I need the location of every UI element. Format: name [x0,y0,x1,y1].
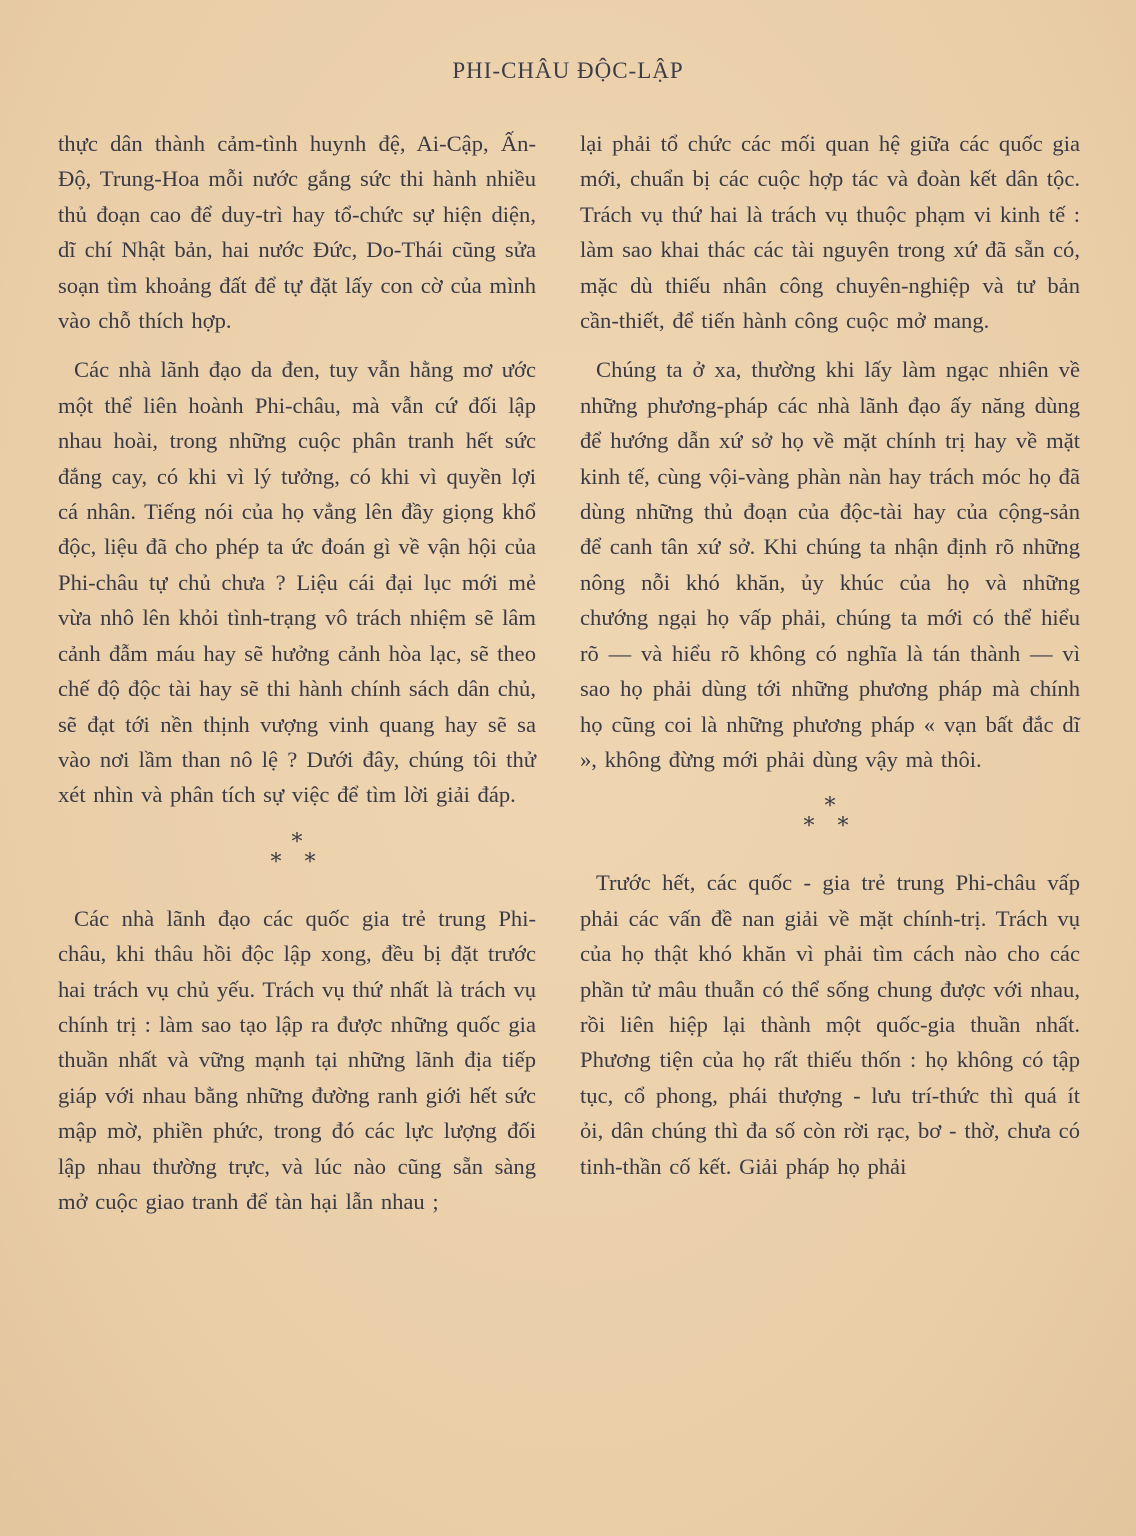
paragraph: Chúng ta ở xa, thường khi lấy làm ngạc nhiên về những phương-pháp các nhà lãnh đạo ấy năng dùng để hướng dẫn xứ sở họ về mặt chính trị hay về mặt kinh tế, cùng vội-vàng phàn nàn hay trách móc họ đã dùng những thủ đoạn của độc-tài hay của cộng-sản để canh tân xứ sở. Khi chúng ta nhận định rõ những nông nỗi khó khăn, ủy khúc của họ và những chướng ngại họ vấp phải, chúng ta mới có thể hiểu rõ — và hiểu rõ không có nghĩa là tán thành — vì sao họ phải dùng tới những phương pháp mà chính họ cũng coi là những phương pháp « vạn bất đắc dĩ », không đừng mới phải dùng vậy mà thôi. [580,357,1080,772]
paragraph: thực dân thành cảm-tình huynh đệ, Ai-Cập, Ấn-Độ, Trung-Hoa mỗi nước gắng sức thi hành nhiều thủ đoạn cao để duy-trì hay tổ-chức sự hiện diện, dĩ chí Nhật bản, hai nước Đức, Do-Thái cũng sửa soạn tìm khoảng đất để tự đặt lấy con cờ của mình vào chỗ thích hợp. [58,131,536,334]
separator-stars: * * [803,814,857,840]
right-column [580,126,1080,1184]
paragraph: lại phải tổ chức các mối quan hệ giữa các quốc gia mới, chuẩn bị các cuộc hợp tác và đoàn kết dân tộc. Trách vụ thứ hai là trách vụ thuộc phạm vi kinh tế : làm sao khai thác các tài nguyên trong xứ đã sẵn có, mặc dù thiếu nhân công chuyên-nghiệp và tư bản cần-thiết, để tiến hành công cuộc mở mang. [580,131,1080,334]
paragraph: Các nhà lãnh đạo các quốc gia trẻ trung Phi-châu, khi thâu hồi độc lập xong, đều bị đặt trước hai trách vụ chủ yếu. Trách vụ thứ nhất là trách vụ chính trị : làm sao tạo lập ra được những quốc gia thuần nhất và vững mạnh tại những lãnh địa tiếp giáp với nhau bằng những đường ranh giới hết sức mập mờ, phiền phức, trong đó các lực lượng đối lập nhau thường trực, và lúc nào cũng sẵn sàng mở cuộc giao tranh để tàn hại lẫn nhau ; [58,905,536,1214]
running-header: PHI-CHÂU ĐỘC-LẬP [452,58,684,83]
paragraph-gap [58,338,536,352]
separator-star: * [291,829,303,855]
section-separator [58,829,536,875]
paragraph: Các nhà lãnh đạo da đen, tuy vẫn hằng mơ ước một thể liên hoành Phi-châu, mà vẫn cứ đối lập nhau hoài, trong những cuộc phân tranh hết sức đắng cay, có khi vì lý tưởng, có khi vì quyền lợi cá nhân. Tiếng nói của họ vẳng lên đầy giọng khổ độc, liệu đã cho phép ta ức đoán gì về vận hội của Phi-châu tự chủ chưa ? Liệu cái đại lục mới mẻ vừa nhô lên khỏi tình-trạng vô trách nhiệm sẽ lâm cảnh đẫm máu hay sẽ hưởng cảnh hòa lạc, sẽ theo chế độ độc tài hay sẽ thi hành chính sách dân chủ, sẽ đạt tới nền thịnh vượng vinh quang hay sẽ sa vào nơi lầm than nô lệ ? Dưới đây, chúng tôi thử xét nhìn và phân tích sự việc để tìm lời giải đáp. [58,357,536,808]
separator-stars: * * [270,849,324,875]
left-column [58,126,536,1219]
section-separator [580,794,1080,840]
separator-star: * [824,794,836,820]
paragraph-gap [580,338,1080,352]
paragraph: Trước hết, các quốc - gia trẻ trung Phi-châu vấp phải các vấn đề nan giải về mặt chính-trị. Trách vụ của họ thật khó khăn vì phải tìm cách nào cho các phần tử mâu thuẫn có thể sống chung được với nhau, rồi liên hiệp lại thành một quốc-gia thuần nhất. Phương tiện của họ rất thiếu thốn : họ không có tập tục, cổ phong, phái thượng - lưu trí-thức thì quá ít ỏi, dân chúng thì đa số còn rời rạc, bơ - thờ, chưa có tinh-thần cố kết. Giải pháp họ phải [580,870,1080,1179]
